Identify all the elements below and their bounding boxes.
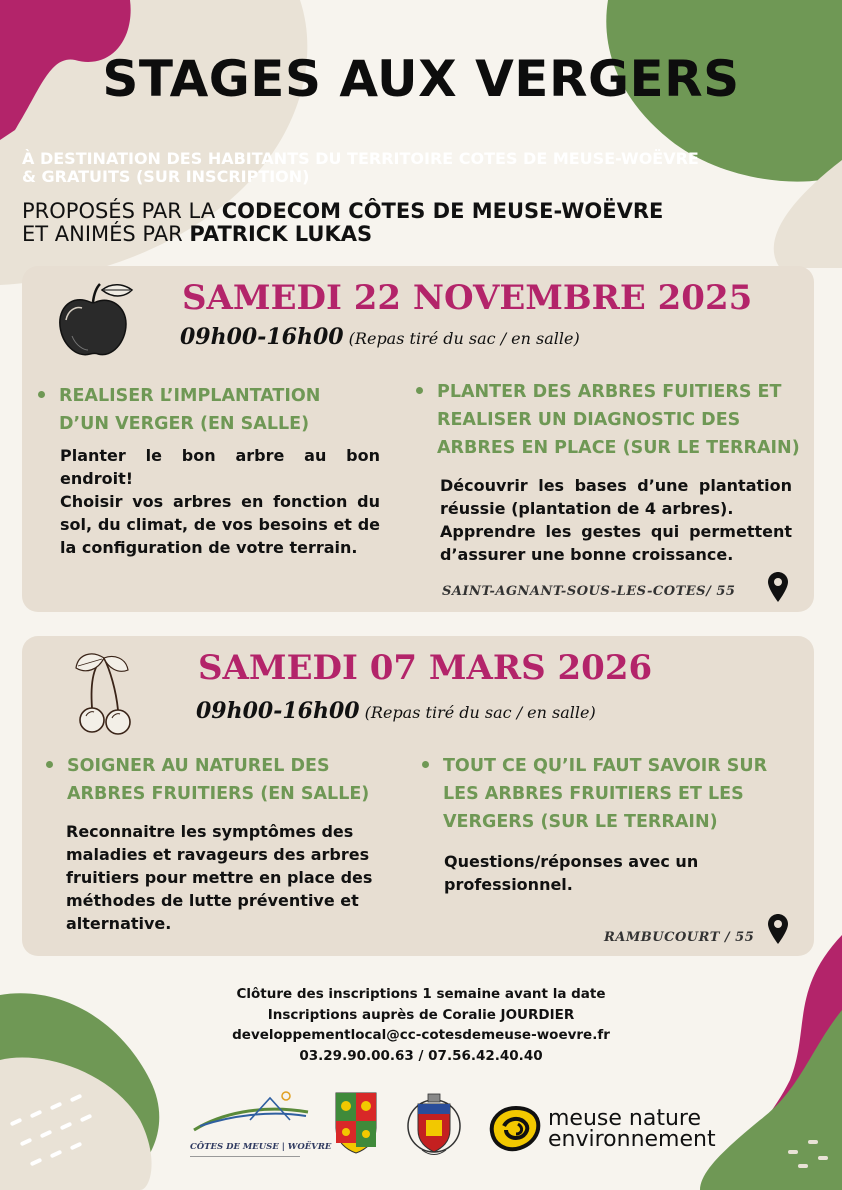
session-card-1 bbox=[22, 266, 814, 612]
animes-name: PATRICK LUKAS bbox=[189, 222, 373, 246]
session-1-desc-1 bbox=[60, 444, 380, 559]
bullet-icon bbox=[416, 387, 423, 394]
desc-line: Apprendre les gestes qui permettent d’assurer une bonne croissance. bbox=[440, 522, 792, 564]
desc-line: Choisir vos arbres en fonction du sol, du climat, de vos besoins et de la configuration de votre terrain. bbox=[60, 492, 380, 557]
session-2-repas: (Repas tiré du sac / en salle) bbox=[359, 703, 596, 722]
session-1-time: 09h00-16h00 bbox=[180, 324, 344, 350]
session-1-repas: (Repas tiré du sac / en salle) bbox=[343, 329, 580, 348]
organizers bbox=[22, 200, 822, 246]
session-1-topic-1 bbox=[38, 382, 368, 438]
session-2-hours bbox=[196, 698, 596, 724]
topic-title: SOIGNER AU NATUREL DES ARBRES FRUITIERS (EN SALLE) bbox=[67, 756, 370, 804]
session-1-topic-2 bbox=[416, 378, 806, 462]
proposes-org: CODECOM CÔTES DE MEUSE-WOËVRE bbox=[221, 199, 664, 223]
apple-icon bbox=[52, 280, 134, 360]
session-2-topic-1 bbox=[46, 752, 376, 808]
session-2-desc-1: Reconnaitre les symptômes des maladies et ravageurs des arbres fruitiers pour mettre en place des méthodes de lutte préventive et alternative. bbox=[66, 822, 373, 933]
mne-line-2: environnement bbox=[548, 1127, 716, 1152]
topic-title: TOUT CE QU’IL FAUT SAVOIR SUR LES ARBRES FRUITIERS ET LES VERGERS (SUR LE TERRAIN) bbox=[443, 756, 768, 832]
session-1-location: SAINT-AGNANT-SOUS-LES-COTES/ 55 bbox=[442, 584, 736, 599]
logo-divider bbox=[190, 1156, 300, 1157]
session-2-topic-2 bbox=[422, 752, 772, 836]
animes-prefix: ET ANIMÉS PAR bbox=[22, 222, 190, 246]
contact-email[interactable]: developpementlocal@cc-cotesdemeuse-woevre.fr bbox=[232, 1027, 610, 1043]
session-1-desc-2 bbox=[440, 474, 792, 566]
proposes-prefix: PROPOSÉS PAR LA bbox=[22, 199, 222, 223]
audience-subtitle bbox=[22, 150, 822, 186]
session-2-desc-2: Questions/réponses avec un professionnel. bbox=[444, 852, 699, 894]
village-coat-of-arms-1 bbox=[333, 1090, 379, 1156]
contact-phones: 03.29.90.00.63 / 07.56.42.40.40 bbox=[299, 1047, 543, 1064]
bullet-icon bbox=[422, 761, 429, 768]
closing-note: Clôture des inscriptions 1 semaine avant la date bbox=[236, 986, 606, 1002]
meuse-nature-environnement-logo bbox=[488, 1104, 728, 1154]
session-1-date: SAMEDI 22 NOVEMBRE 2025 bbox=[182, 278, 753, 318]
contact-person: Inscriptions auprès de Coralie JOURDIER bbox=[267, 1006, 575, 1023]
session-2-date: SAMEDI 07 MARS 2026 bbox=[198, 648, 653, 688]
location-pin-icon bbox=[768, 914, 788, 944]
session-2-time: 09h00-16h00 bbox=[196, 698, 360, 724]
bullet-icon bbox=[38, 391, 45, 398]
page-title: STAGES AUX VERGERS bbox=[102, 50, 740, 108]
registration-info bbox=[0, 984, 842, 1066]
mne-line-1: meuse nature bbox=[548, 1106, 701, 1131]
topic-title: PLANTER DES ARBRES FUITIERS ET REALISER UN DIAGNOSTIC DES ARBRES EN PLACE (SUR LE TERRAIN) bbox=[437, 382, 800, 458]
location-pin-icon bbox=[768, 572, 788, 602]
mne-logo-icon bbox=[488, 1104, 544, 1154]
session-card-2 bbox=[22, 636, 814, 956]
village-coat-of-arms-2 bbox=[406, 1090, 462, 1158]
subtitle-line-2: & GRATUITS (SUR INSCRIPTION) bbox=[22, 167, 310, 186]
session-1-hours bbox=[180, 324, 580, 350]
codecom-logo bbox=[190, 1090, 332, 1160]
codecom-logo-text: CÔTES DE MEUSE | WOËVRE bbox=[190, 1142, 332, 1152]
desc-line: Découvrir les bases d’une plantation réussie (plantation de 4 arbres). bbox=[440, 476, 792, 518]
subtitle-line-1: À DESTINATION DES HABITANTS DU TERRITOIRE COTES DE MEUSE-WOËVRE bbox=[22, 149, 699, 168]
topic-title: REALISER L’IMPLANTATION D’UN VERGER (EN SALLE) bbox=[59, 386, 321, 434]
desc-line: Planter le bon arbre au bon endroit! bbox=[60, 446, 380, 488]
bullet-icon bbox=[46, 761, 53, 768]
session-2-location: RAMBUCOURT / 55 bbox=[604, 930, 755, 945]
codecom-logo-graphic bbox=[190, 1090, 314, 1138]
cherry-icon bbox=[74, 650, 140, 740]
